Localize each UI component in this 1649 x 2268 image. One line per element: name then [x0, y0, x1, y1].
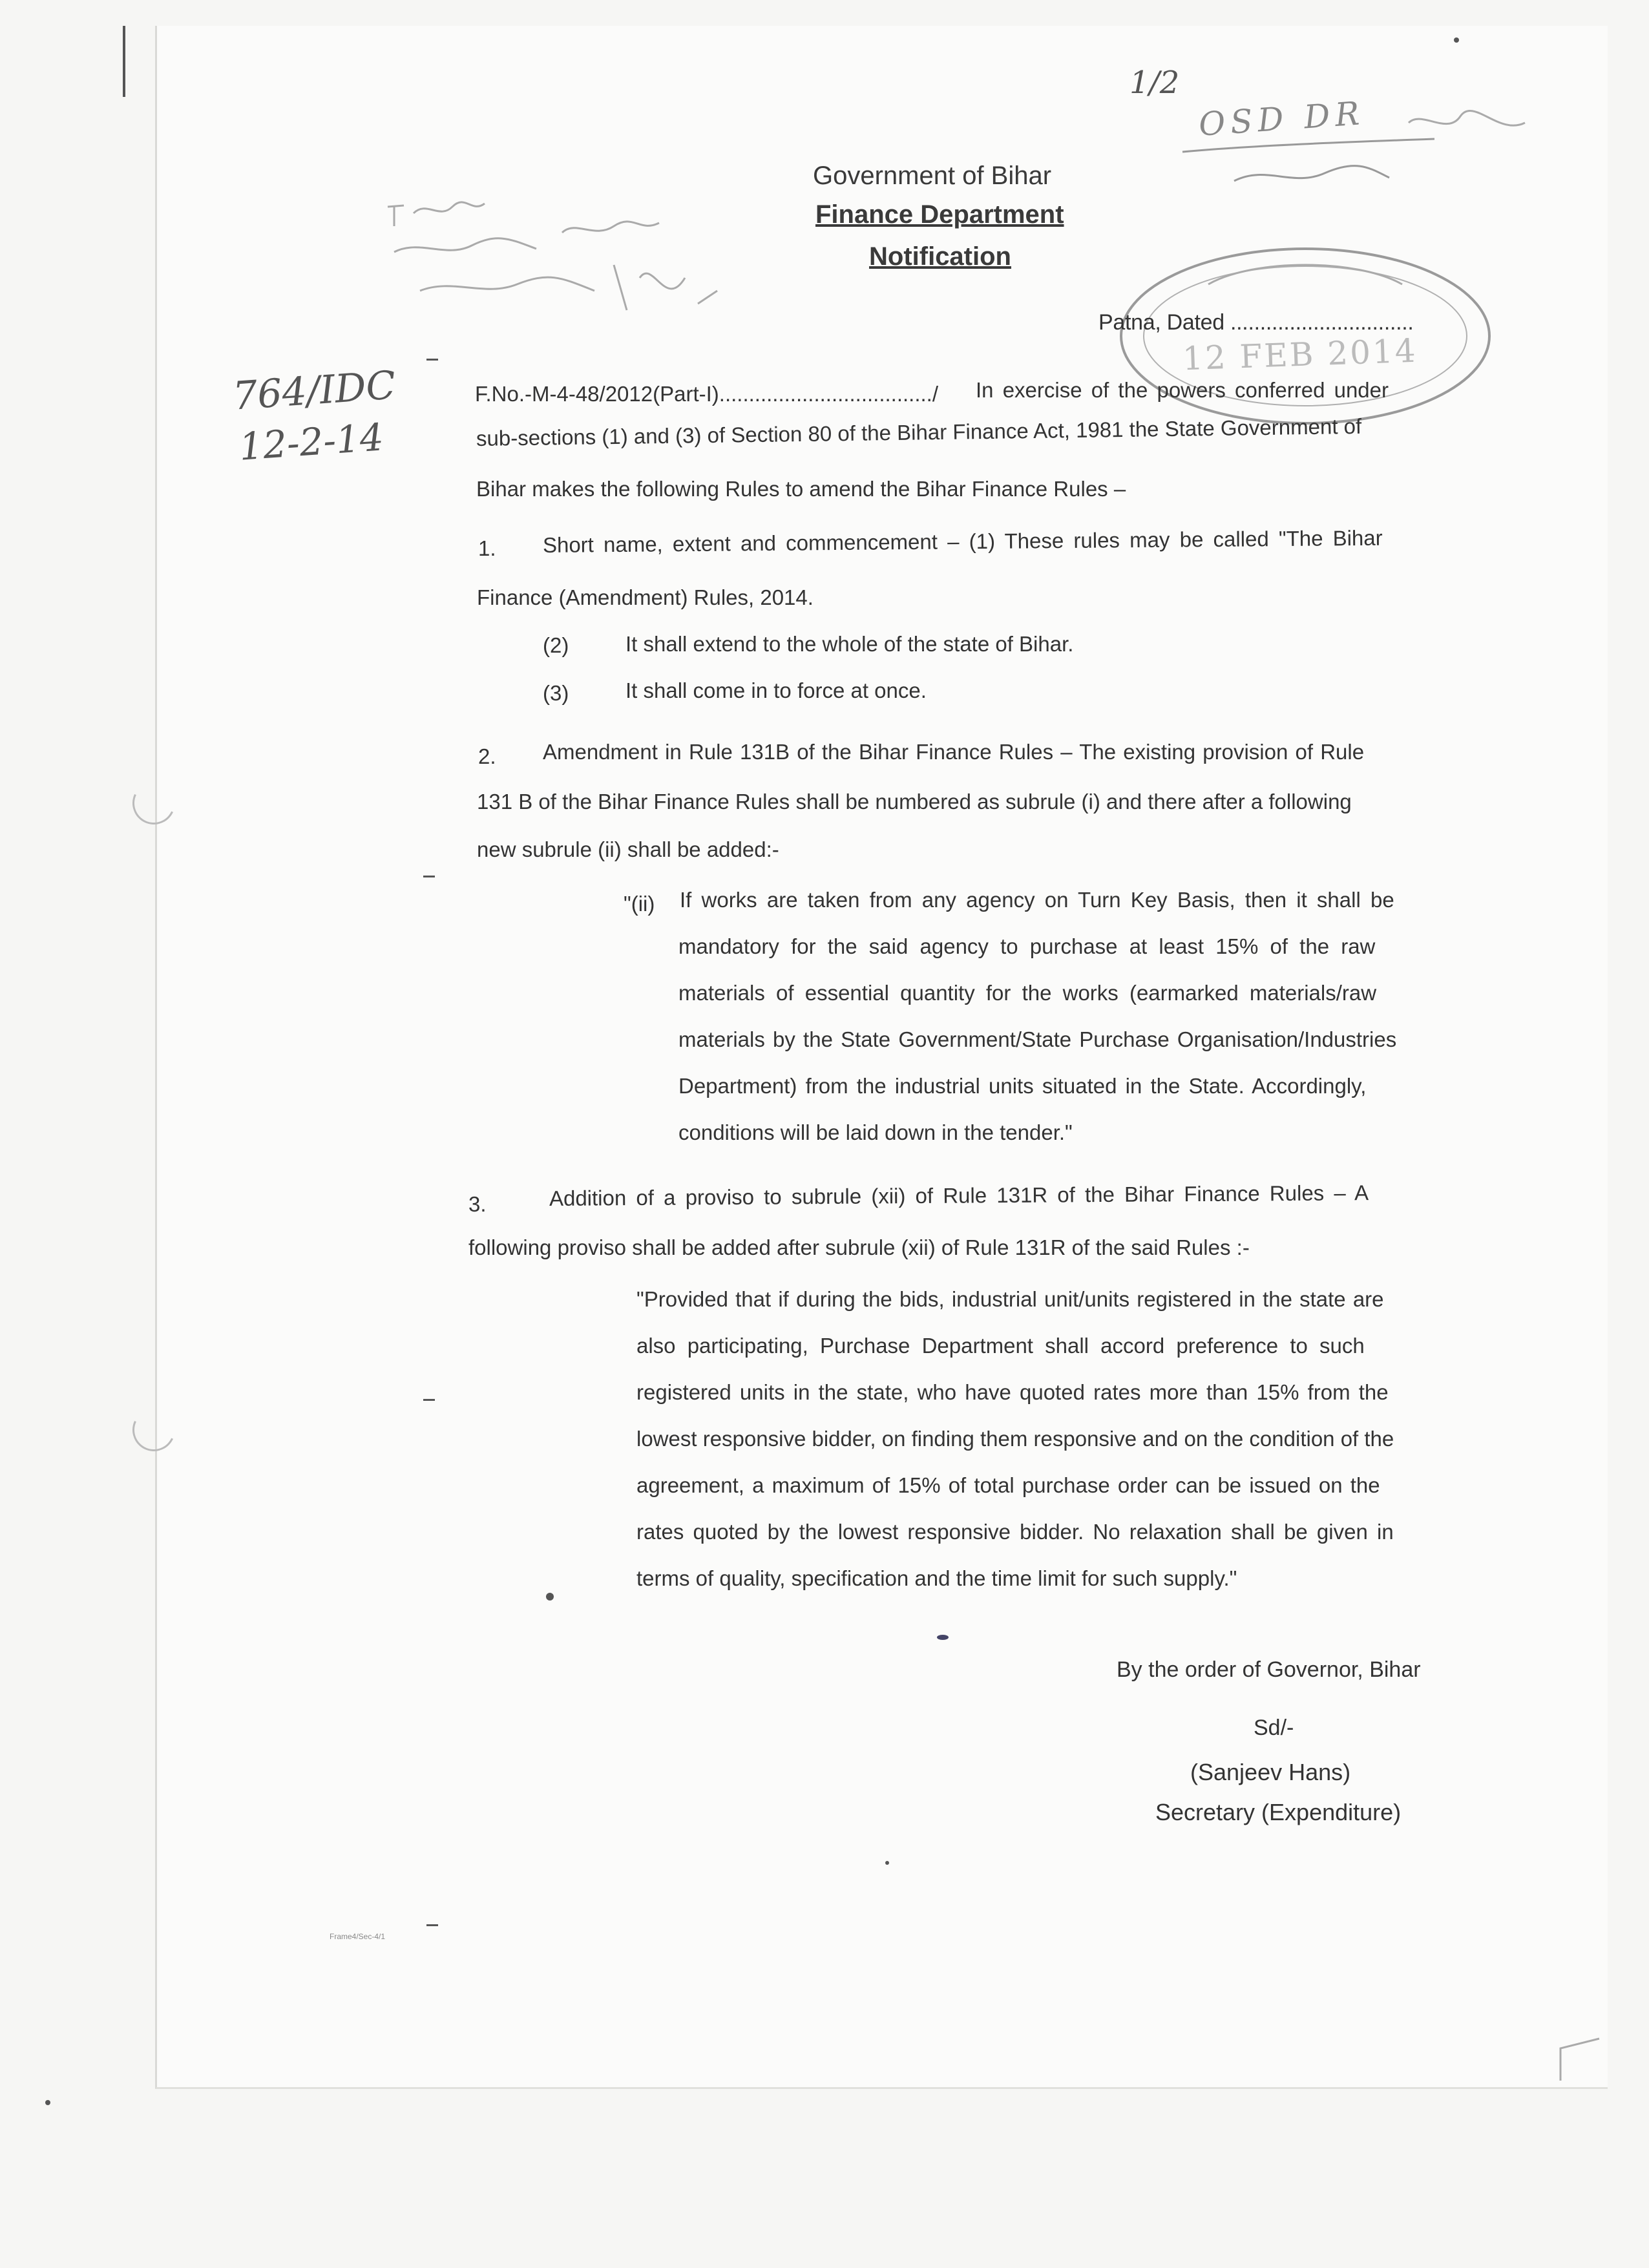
section-3-line-2: following proviso shall be added after subrule (xii) of Rule 131R of the said Rules :-: [468, 1235, 1250, 1259]
section-1-number: 1.: [478, 536, 496, 560]
section-3-quote-line-2: also participating, Purchase Department shall accord preference to such: [636, 1334, 1365, 1358]
government-heading: Government of Bihar: [813, 162, 1052, 190]
section-1-item-3-number: (3): [543, 681, 569, 705]
section-3-line-1: Addition of a proviso to subrule (xii) of Rule 131R of the Bihar Finance Rules – A: [549, 1181, 1369, 1210]
preamble-line-3: Bihar makes the following Rules to amend the Bihar Finance Rules –: [476, 477, 1126, 501]
signatory-name: (Sanjeev Hans): [1190, 1759, 1351, 1785]
section-3-quote-line-5: agreement, a maximum of 15% of total purchase order can be issued on the: [636, 1473, 1380, 1497]
section-2-quote-line-4: materials by the State Government/State Purchase Organisation/Industries: [678, 1027, 1397, 1051]
section-2-quote-line-6: conditions will be laid down in the tender.": [678, 1120, 1073, 1144]
file-reference: F.No.-M-4-48/2012(Part-I)..................................../: [475, 382, 939, 406]
scan-speck: [885, 1861, 889, 1865]
scan-speck: [1454, 37, 1459, 43]
section-3-quote-line-4: lowest responsive bidder, on finding them responsive and on the condition of the: [636, 1427, 1394, 1451]
scan-speck: [423, 876, 435, 877]
section-2-line-3: new subrule (ii) shall be added:-: [477, 837, 779, 861]
section-2-quote-line-2: mandatory for the said agency to purchase at least 15% of the raw: [678, 934, 1376, 958]
preamble-line-1: In exercise of the powers conferred under: [976, 378, 1389, 402]
order-line: By the order of Governor, Bihar: [1117, 1657, 1421, 1682]
notification-heading: Notification: [869, 242, 1011, 271]
signed-mark: Sd/-: [1254, 1716, 1294, 1740]
binder-edge-mark: [123, 26, 125, 97]
section-3-quote-line-6: rates quoted by the lowest responsive bidder. No relaxation shall be given in: [636, 1520, 1394, 1544]
scan-speck: [426, 1924, 438, 1926]
scan-speck: [45, 2100, 50, 2105]
section-3-number: 3.: [468, 1192, 487, 1216]
section-3-quote-line-7: terms of quality, specification and the time limit for such supply.": [636, 1566, 1237, 1590]
section-3-quote-line-3: registered units in the state, who have quoted rates more than 15% from the: [636, 1380, 1389, 1404]
preamble-line-2: sub-sections (1) and (3) of Section 80 of the Bihar Finance Act, 1981 the State Government of: [476, 414, 1362, 450]
place-date-line: Patna, Dated ...............................: [1098, 310, 1414, 335]
margin-handwritten-note: [381, 181, 782, 330]
scan-speck: [937, 1635, 949, 1640]
page-corner-curl: [1554, 2035, 1606, 2087]
section-1-line-2: Finance (Amendment) Rules, 2014.: [477, 585, 814, 609]
section-1-item-2-text: It shall extend to the whole of the state of Bihar.: [625, 632, 1074, 656]
diary-number: 764/IDC: [231, 362, 397, 419]
section-2-number: 2.: [478, 744, 496, 768]
section-2-quote-line-5: Department) from the industrial units situated in the State. Accordingly,: [678, 1074, 1367, 1098]
diary-date: 12-2-14: [237, 415, 385, 469]
section-2-quote-line-1: If works are taken from any agency on Turn Key Basis, then it shall be: [680, 888, 1394, 912]
page-fraction-annotation: 1/2: [1129, 65, 1180, 101]
scan-speck: [546, 1593, 554, 1601]
signatory-designation: Secretary (Expenditure): [1155, 1799, 1402, 1825]
department-heading: Finance Department: [815, 200, 1064, 229]
section-1-item-2-number: (2): [543, 633, 569, 657]
section-1-line-1: Short name, extent and commencement – (1) These rules may be called "The Bihar: [542, 525, 1383, 557]
section-3-quote-line-1: "Provided that if during the bids, industrial unit/units registered in the state are: [636, 1287, 1384, 1311]
section-2-line-2: 131 B of the Bihar Finance Rules shall be numbered as subrule (i) and there after a following: [477, 790, 1352, 814]
top-right-handwritten-note: OSD DR: [1197, 94, 1366, 143]
stamp-date: 12 FEB 2014: [1182, 331, 1418, 378]
scan-speck: [423, 1399, 435, 1401]
scan-speck: [426, 359, 438, 361]
section-2-quote-line-3: materials of essential quantity for the works (earmarked materials/raw: [678, 981, 1377, 1005]
section-2-quote-marker: "(ii): [624, 892, 655, 916]
section-1-item-3-text: It shall come in to force at once.: [625, 678, 927, 702]
footer-file-code: Frame4/Sec-4/1: [330, 1932, 386, 1941]
section-2-line-1: Amendment in Rule 131B of the Bihar Finance Rules – The existing provision of Rule: [543, 740, 1365, 764]
top-right-scribble: [1176, 97, 1538, 194]
